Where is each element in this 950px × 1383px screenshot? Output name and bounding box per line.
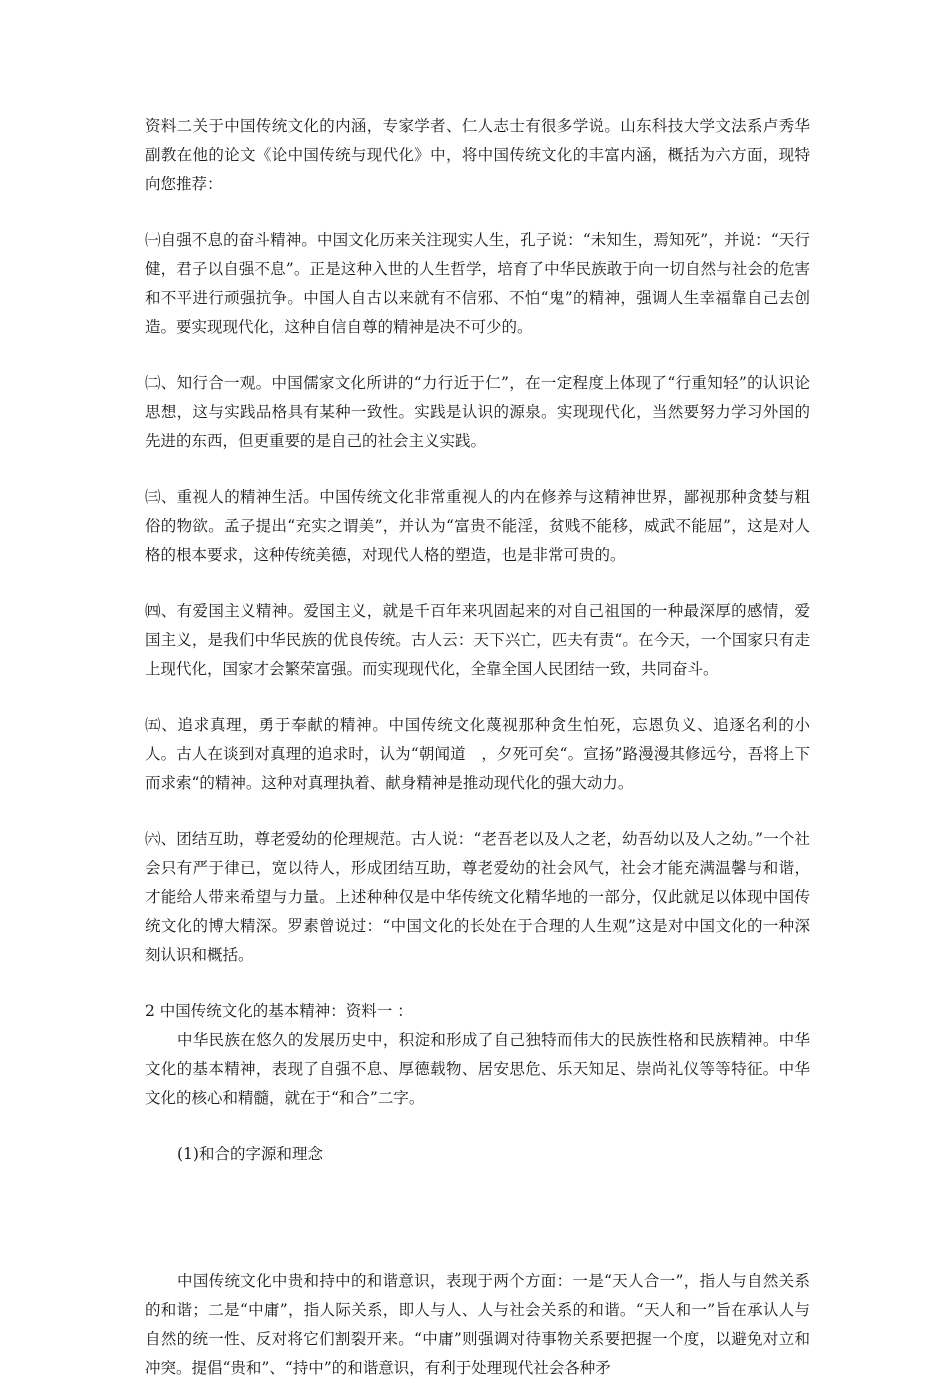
item-3-paragraph: ㈢、重视人的精神生活。中国传统文化非常重视人的内在修养与这精神世界，鄙视那种贪婪与粗俗的物欲。孟子提出“充实之谓美”，并认为“富贵不能淫，贫贱不能移，威武不能屈”，这是对人格的根本要求，这种传统美德，对现代人格的塑造，也是非常可贵的。 xyxy=(145,488,810,564)
item-2-paragraph: ㈡、知行合一观。中国儒家文化所讲的“力行近于仁”，在一定程度上体现了“行重知轻”的认识论思想，这与实践品格具有某种一致性。实践是认识的源泉。实现现代化，当然要努力学习外国的先进的东西，但更重要的是自己的社会主义实践。 xyxy=(145,374,810,450)
section-2-heading: 2 中国传统文化的基本精神：资料一 ： xyxy=(145,1002,413,1020)
section-2-body: 中华民族在悠久的发展历史中，积淀和形成了自己独特而伟大的民族性格和民族精神。中华文化的基本精神，表现了自强不息、厚德载物、居安思危、乐天知足、崇尚礼仪等等特征。中华文化的核心和精髓，就在于“和合”二字。 xyxy=(145,1031,810,1107)
item-6-paragraph: ㈥、团结互助，尊老爱幼的伦理规范。古人说：“老吾老以及人之老，幼吾幼以及人之幼。”一个社会只有严于律已，宽以待人，形成团结互助，尊老爱幼的社会风气，社会才能充满温馨与和谐，才能给人带来希望与力量。上述种种仅是中华传统文化精华地的一部分，仅此就足以体现中国传统文化的博大精深。罗素曾说过：“中国文化的长处在于合理的人生观”这是对中国文化的一种深刻认识和概括。 xyxy=(145,830,810,964)
item-1-paragraph: ㈠自强不息的奋斗精神。中国文化历来关注现实人生，孔子说：“未知生，焉知死”，并说：“天行健，君子以自强不息”。正是这种入世的人生哲学，培育了中华民族敢于向一切自然与社会的危害和不平进行顽强抗争。中国人自古以来就有不信邪、不怕“鬼”的精神，强调人生幸福靠自己去创造。要实现现代化，这种自信自尊的精神是决不可少的。 xyxy=(145,231,810,336)
subsection-heading: (1)和合的字源和理念 xyxy=(177,1145,323,1163)
intro-paragraph: 资料二关于中国传统文化的内涵，专家学者、仁人志士有很多学说。山东科技大学文法系卢秀华副教在他的论文《论中国传统与现代化》中，将中国传统文化的丰富内涵，概括为六方面，现特向您推荐： xyxy=(145,117,810,193)
item-4-paragraph: ㈣、有爱国主义精神。爱国主义，就是千百年来巩固起来的对自己祖国的一种最深厚的感情，爱国主义，是我们中华民族的优良传统。古人云：天下兴亡，匹夫有责“。在今天，一个国家只有走上现代化，国家才会繁荣富强。而实现现代化，全靠全国人民团结一致，共同奋斗。 xyxy=(145,602,810,678)
final-paragraph: 中国传统文化中贵和持中的和谐意识，表现于两个方面：一是“天人合一”，指人与自然关系的和谐；二是“中庸”，指人际关系，即人与人、人与社会关系的和谐。“天人和一”旨在承认人与自然的统一性、反对将它们割裂开来。“中庸”则强调对待事物关系要把握一个度，以避免对立和冲突。提倡“贵和”、“持中”的和谐意识，有利于处理现代社会各种矛 xyxy=(145,1272,810,1377)
item-5-paragraph: ㈤、追求真理，勇于奉献的精神。中国传统文化蔑视那种贪生怕死，忘恩负义、追逐名利的小人。古人在谈到对真理的追求时，认为“朝闻道 ，夕死可矣“。宣扬”路漫漫其修远兮，吾将上下而求索“的精神。这种对真理执着、献身精神是推动现代化的强大动力。 xyxy=(145,716,810,792)
document-page xyxy=(145,112,810,1383)
